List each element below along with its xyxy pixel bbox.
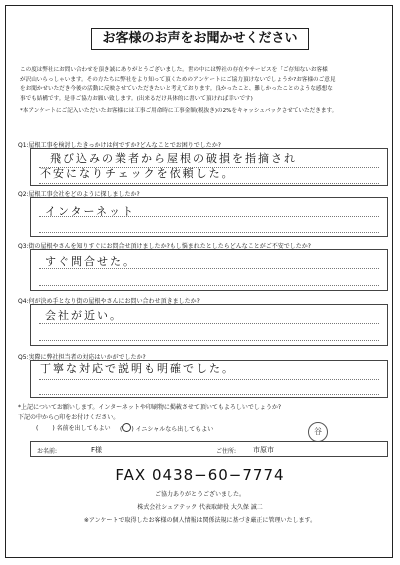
question-2-label: Q2:屋根工事会社をどのように探しましたか? (18, 191, 140, 198)
question-4-label: Q4:何が決め手となり街の屋根やさんにお問い合わせ頂きましたか? (18, 298, 200, 305)
intro-line: 事でも結構です。是非ご協力お願い致します。(出来るだけ具体的に書いて頂ければ幸いです) (20, 95, 253, 102)
answer-4-line-1: 会社が近い。 (45, 309, 123, 322)
question-3-label: Q3:街の屋根やさんを知りすぐにお問合せ頂けましたか?もし悩まれたとしたらどんなことがご不安でしたか? (18, 243, 311, 250)
consent-option-initial[interactable] (120, 423, 213, 433)
paren-open: ( (36, 425, 39, 432)
signature-seal: 谷 (308, 422, 328, 442)
intro-line: が沢山いらっしゃいます。その方たちに弊社をより知って頂くためのアンケートにご協力頂けないでしょうか?お客様のご意見 (20, 76, 336, 83)
intro-line: をお聞かせいただき今後の活動に反映させていただきたいと考えております。良かったこと、難しかったことのような感想な (20, 86, 333, 92)
paren-close: ) (52, 425, 55, 432)
company-text: 株式会社シェアテック 代表取締役 大久保 誠二 (137, 504, 263, 511)
address-label: ご住所: (216, 448, 237, 455)
answer-rule (39, 340, 379, 341)
consent-question: *上記についてお願いします。インターネットや印刷物に掲載させて頂いてもよろしいでしょうか? (18, 404, 282, 411)
consent-option-name[interactable] (36, 423, 111, 432)
answer-rule (39, 394, 379, 395)
answer-3-line-1: すぐ問合せた。 (45, 255, 136, 268)
fax-number: FAX 0438−60−7774 (115, 466, 285, 484)
name-value: F様 (91, 446, 103, 454)
address-value: 市原市 (253, 446, 274, 454)
answer-rule (39, 232, 379, 233)
paren-close: ) (131, 426, 134, 433)
consent-instruction: 下記の中から○印をお付けください。 (18, 414, 120, 421)
answer-rule (39, 323, 379, 324)
privacy-note: ※アンケートで取得したお客様の個人情報は関係法規に基づき厳正に管理いたします。 (83, 517, 317, 524)
paren-open: ( (120, 426, 123, 433)
selected-circle-mark (122, 423, 134, 433)
name-address-row (30, 441, 388, 457)
name-label: お名前: (37, 448, 58, 455)
thanks-text: ご協力ありがとうございました。 (154, 491, 245, 498)
intro-note: *本アンケートにご記入いただいたお客様には工事ご用命時に工事金額(税抜き)の2%をキャッシュバックさせていただきます。 (20, 108, 338, 114)
answer-2-line-1: インターネット (45, 205, 136, 218)
answer-1-line-1: 飛び込みの業者から屋根の破損を指摘され (50, 152, 297, 165)
intro-line: この度は弊社にお問い合わせを頂き誠にありがとうございました。世の中には弊社の存在やサービスを「ご存知ないお客様 (20, 67, 328, 73)
answer-rule (39, 285, 379, 286)
consent-option-name-label: 名前を出してもよい (56, 425, 111, 432)
answer-rule (39, 379, 379, 380)
consent-option-initial-label: イニシャルなら出してもよい (135, 426, 214, 433)
question-1-label: Q1:屋根工事を検討したきっかけは何ですか?どんなことでお困りでしたか? (18, 142, 221, 149)
answer-1-line-2: 不安になりチェックを依頼した。 (40, 167, 235, 180)
question-5-label: Q5:実際に弊社担当者の対応はいかがでしたか? (18, 354, 146, 361)
answer-5-line-1: 丁寧な対応で説明も明確でした。 (40, 362, 235, 375)
answer-rule (39, 183, 379, 184)
intro-text (20, 66, 382, 117)
form-title: お客様のお声をお聞かせください (91, 28, 309, 50)
